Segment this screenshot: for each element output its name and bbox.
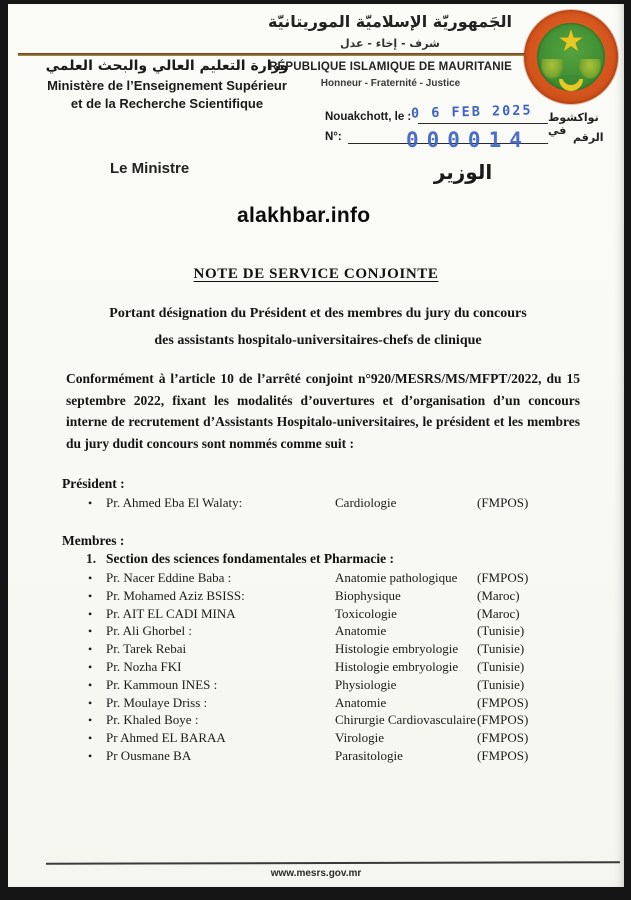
subsection-number: 1. bbox=[86, 551, 97, 566]
dateline-city-label-arabic: نواكشوط في bbox=[548, 111, 599, 137]
president-row bbox=[88, 495, 618, 513]
jury-member-institution: (Maroc) bbox=[477, 605, 520, 621]
minister-title-arabic: الوزير bbox=[433, 160, 493, 184]
star-icon: ★ bbox=[557, 24, 585, 59]
member-row bbox=[88, 659, 618, 677]
bullet-icon: • bbox=[88, 571, 93, 585]
date-stamp: 0 6 FEB 2025 bbox=[410, 102, 533, 122]
bullet-icon: • bbox=[88, 677, 93, 692]
scanned-document-page bbox=[8, 4, 624, 887]
member-row bbox=[88, 677, 618, 695]
member-row bbox=[88, 695, 618, 713]
jury-member-institution: (FMPOS) bbox=[477, 747, 529, 763]
ministry-name-arabic: وزارة التعليم العالي والبحث العلمي bbox=[45, 58, 289, 74]
member-row bbox=[88, 748, 618, 766]
arabic-motto: شرف - إخاء - عدل bbox=[340, 37, 440, 50]
jury-member-name: Pr. Tarek Rebai bbox=[106, 641, 187, 657]
jury-member-institution: (FMPOS) bbox=[477, 712, 529, 728]
bullet-icon: • bbox=[88, 748, 93, 763]
bullet-icon: • bbox=[88, 731, 93, 746]
palm-tree-icon bbox=[541, 59, 563, 79]
republic-name-french: RÉPUBLIQUE ISLAMIQUE DE MAURITANIE bbox=[269, 61, 512, 73]
dateline-city-label: Nouakchott, le : bbox=[325, 111, 412, 123]
jury-member-institution: (FMPOS) bbox=[477, 730, 529, 746]
jury-member-name: Pr Ahmed EL BARAA bbox=[106, 730, 226, 746]
jury-member-institution: (FMPOS) bbox=[477, 570, 529, 585]
state-seal bbox=[524, 10, 618, 104]
bullet-icon: • bbox=[88, 642, 93, 657]
arabic-republic-title: الجَمهوريّة الإسلاميّة الموريتانيّة bbox=[267, 12, 513, 31]
bullet-icon: • bbox=[88, 713, 93, 728]
member-row bbox=[88, 730, 618, 748]
subsection-title: Section des sciences fondamentales et Pharmacie : bbox=[106, 551, 394, 566]
jury-member-specialty: Biophysique bbox=[335, 587, 401, 603]
member-row bbox=[88, 588, 618, 606]
jury-member-institution: (FMPOS) bbox=[477, 495, 529, 510]
bullet-icon: • bbox=[88, 624, 93, 639]
jury-member-name: Pr. AIT EL CADI MINA bbox=[106, 605, 236, 621]
document-title: NOTE DE SERVICE CONJOINTE bbox=[193, 266, 439, 282]
jury-member-name: Pr. Khaled Boye : bbox=[106, 712, 199, 728]
document-subtitle bbox=[48, 300, 588, 354]
jury-member-institution: (Tunisie) bbox=[477, 676, 525, 692]
members-section-heading: Membres : bbox=[62, 533, 125, 548]
document-number-label: N°: bbox=[325, 131, 342, 143]
republic-identity-block bbox=[248, 61, 533, 89]
jury-member-specialty: Histologie embryologie bbox=[335, 658, 459, 674]
jury-member-name: Pr. Nacer Eddine Baba : bbox=[106, 570, 232, 585]
jury-member-specialty: Chirurgie Cardiovasculaire bbox=[335, 712, 476, 728]
bullet-icon: • bbox=[88, 606, 93, 621]
body-paragraph: Conformément à l’article 10 de l’arrêté conjoint n°920/MESRS/MS/MFPT/2022, du 15 septembre 2022, fixant les modalités d’ouvertures et d’organisation d’un concours interne de recrutement d’Assistants Hospitalo-universitaires, le président et les membres du jury dudit concours sont nommés comme suit : bbox=[66, 371, 580, 451]
member-row bbox=[88, 606, 618, 624]
jury-member-specialty: Cardiologie bbox=[335, 495, 397, 510]
date-fill-line bbox=[418, 123, 548, 124]
republic-motto-french: Honneur - Fraternité - Justice bbox=[320, 78, 461, 89]
subtitle-line-1: Portant désignation du Président et des membres du jury du concours bbox=[109, 306, 527, 321]
member-row bbox=[88, 570, 618, 588]
member-row bbox=[88, 641, 618, 659]
jury-member-specialty: Physiologie bbox=[335, 676, 397, 692]
bullet-icon: • bbox=[88, 588, 93, 603]
seal-center bbox=[537, 23, 605, 91]
jury-member-name: Pr. Moulaye Driss : bbox=[106, 694, 208, 710]
jury-member-institution: (Maroc) bbox=[477, 587, 520, 603]
jury-member-name: Pr. Ali Ghorbel : bbox=[106, 623, 192, 639]
jury-member-name: Pr Ousmane BA bbox=[106, 747, 192, 763]
jury-member-institution: (Tunisie) bbox=[477, 658, 525, 674]
palm-tree-icon bbox=[579, 59, 601, 79]
jury-member-specialty: Parasitologie bbox=[335, 747, 403, 763]
member-row bbox=[88, 623, 618, 641]
president-section-heading: Président : bbox=[62, 476, 125, 491]
jury-member-specialty: Toxicologie bbox=[335, 605, 397, 621]
ministry-name-french-line1: Ministère de l’Enseignement Supérieur bbox=[47, 78, 287, 93]
jury-member-name: Pr. Kammoun INES : bbox=[106, 676, 218, 692]
jury-member-specialty: Anatomie bbox=[335, 623, 387, 639]
footer-divider-rule bbox=[46, 861, 620, 865]
jury-member-specialty: Anatomie bbox=[335, 694, 387, 710]
jury-member-institution: (Tunisie) bbox=[477, 641, 525, 657]
jury-member-name: Pr. Mohamed Aziz BSISS: bbox=[106, 587, 245, 603]
bullet-icon: • bbox=[88, 695, 93, 710]
document-number-stamp: 000014 bbox=[406, 128, 530, 152]
member-row bbox=[88, 712, 618, 730]
bullet-icon: • bbox=[88, 659, 93, 674]
ministry-name-french-line2: et de la Recherche Scientifique bbox=[70, 96, 264, 111]
jury-member-specialty: Anatomie pathologique bbox=[335, 570, 458, 585]
jury-member-name: Pr. Nozha FKI bbox=[106, 658, 182, 674]
jury-member-institution: (Tunisie) bbox=[477, 623, 525, 639]
bullet-icon: • bbox=[88, 496, 93, 510]
document-number-label-arabic: الرقم bbox=[573, 131, 604, 144]
crescent-icon bbox=[559, 79, 583, 91]
jury-member-institution: (FMPOS) bbox=[477, 694, 529, 710]
ministry-website-url: www.mesrs.gov.mr bbox=[270, 868, 362, 879]
news-site-watermark: alakhbar.info bbox=[237, 204, 371, 227]
jury-member-specialty: Virologie bbox=[335, 730, 385, 746]
jury-member-name: Pr. Ahmed Eba El Walaty: bbox=[106, 495, 243, 510]
minister-title-french: Le Ministre bbox=[110, 160, 190, 177]
jury-member-specialty: Histologie embryologie bbox=[335, 641, 459, 657]
members-list bbox=[88, 570, 618, 766]
subtitle-line-2: des assistants hospitalo-universitaires-chefs de clinique bbox=[154, 333, 482, 348]
